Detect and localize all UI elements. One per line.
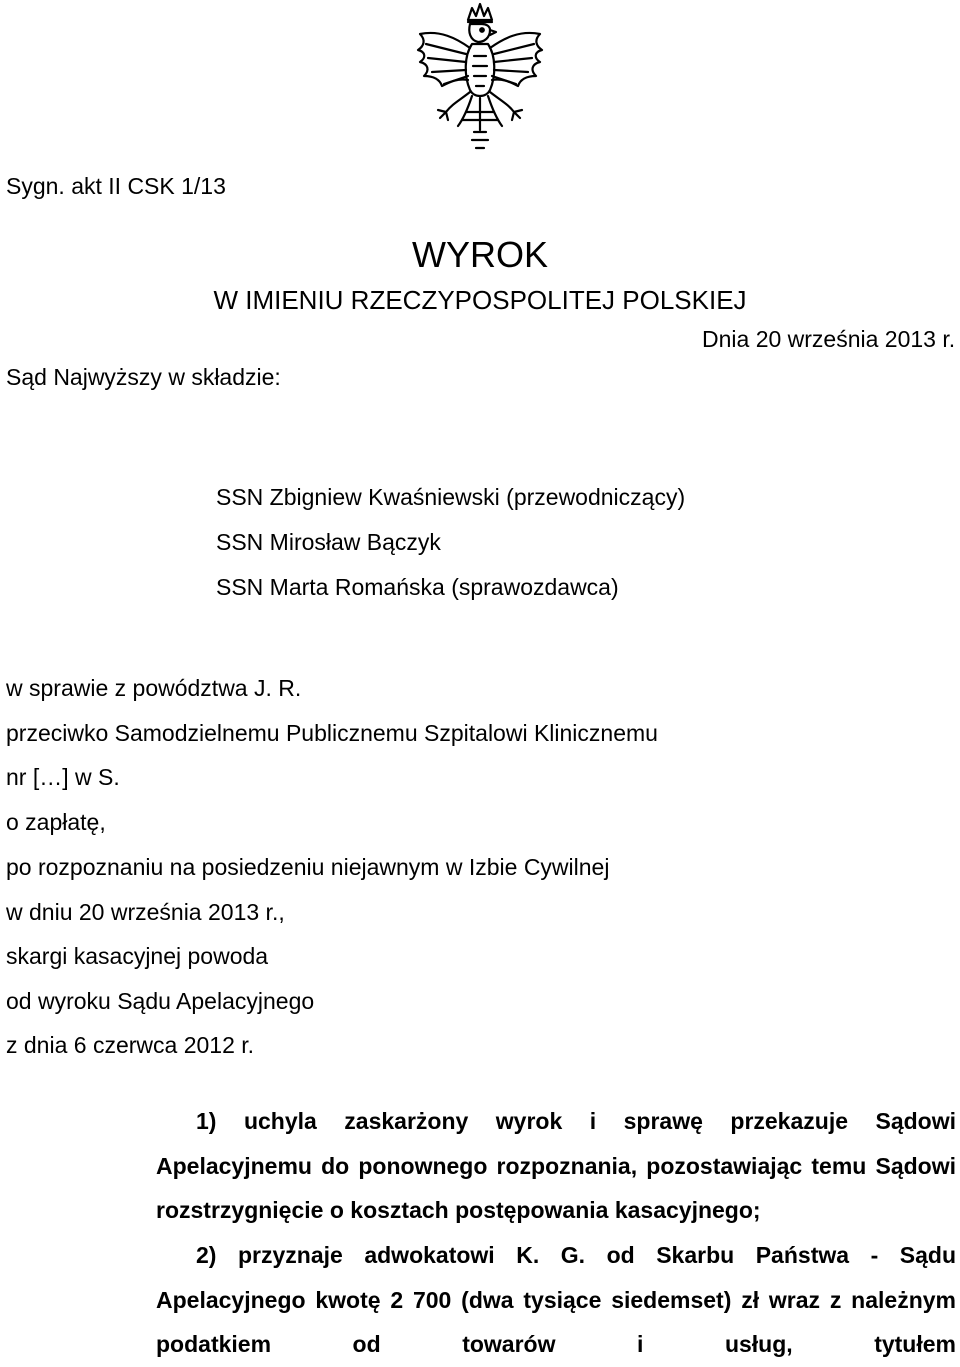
verdict-point-1-text: 1) uchyla zaskarżony wyrok i sprawę przekazuje Sądowi Apelacyjnemu do ponownego rozpoznania, pozostawiając temu Sądowi rozstrzygnięcie o kosztach postępowania kasacyjnego; (156, 1108, 956, 1224)
case-line-subject: o zapłatę, (6, 809, 106, 835)
judge-rapporteur: SSN Marta Romańska (sprawozdawca) (216, 574, 619, 600)
case-line-defendant-number: nr […] w S. (6, 764, 120, 790)
case-line-defendant: przeciwko Samodzielnemu Publicznemu Szpitalowi Klinicznemu (6, 720, 658, 746)
verdict-point-2 (156, 1233, 956, 1367)
court-composition-label: Sąd Najwyższy w składzie: (6, 364, 281, 390)
judgment-date: Dnia 20 września 2013 r. (702, 326, 956, 352)
polish-eagle-emblem (412, 0, 548, 152)
case-line-session: po rozpoznaniu na posiedzeniu niejawnym w Izbie Cywilnej (6, 854, 610, 880)
case-line-appeal: skargi kasacyjnej powoda (6, 943, 269, 969)
judge-member: SSN Mirosław Bączyk (216, 529, 441, 555)
judgment-subtitle: W IMIENIU RZECZYPOSPOLITEJ POLSKIEJ (213, 285, 747, 315)
judgment-title: WYROK (411, 234, 548, 275)
judge-presiding: SSN Zbigniew Kwaśniewski (przewodniczący) (216, 484, 686, 510)
verdict-point-2-text: 2) przyznaje adwokatowi K. G. od Skarbu Państwa - Sądu Apelacyjnego kwotę 2 700 (dwa tysiące siedemset) zł wraz z należnym podatkiem od towarów i usług, tytułem (156, 1242, 956, 1358)
case-signature: Sygn. akt II CSK 1/13 (6, 173, 226, 199)
case-line-session-date: w dniu 20 września 2013 r., (6, 899, 285, 925)
case-line-plaintiff: w sprawie z powództwa J. R. (6, 675, 302, 701)
case-line-lower-court: od wyroku Sądu Apelacyjnego (6, 988, 315, 1014)
verdict-point-1 (156, 1099, 956, 1233)
case-line-lower-court-date: z dnia 6 czerwca 2012 r. (6, 1032, 255, 1058)
